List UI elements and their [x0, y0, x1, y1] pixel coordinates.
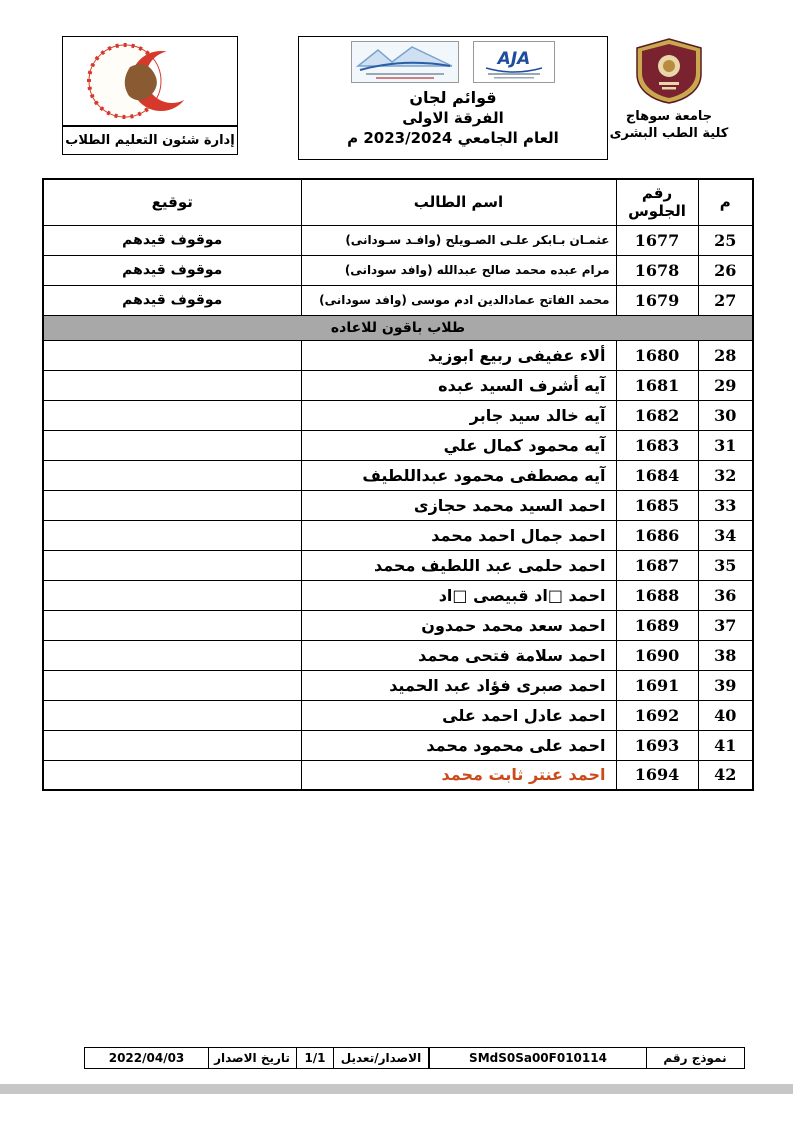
row-signature: [43, 340, 301, 370]
row-index: 40: [698, 700, 753, 730]
row-name: احمد السيد محمد حجازى: [301, 490, 616, 520]
row-seat: 1686: [616, 520, 698, 550]
aja-logo-text: AJA: [497, 49, 531, 69]
student-row: [43, 370, 753, 400]
separator-cell: طلاب باقون للاعاده: [43, 315, 753, 340]
student-row: [43, 730, 753, 760]
form-number-label: نموذج رقم: [645, 1047, 745, 1069]
row-name: احمد حلمى عبد اللطيف محمد: [301, 550, 616, 580]
row-index: 42: [698, 760, 753, 790]
page-edge-divider: [0, 1084, 793, 1094]
col-header-name: اسم الطالب: [301, 179, 616, 225]
row-name: احمد على محمود محمد: [301, 730, 616, 760]
row-seat: 1693: [616, 730, 698, 760]
row-index: 26: [698, 255, 753, 285]
row-name: احمد سعد محمد حمدون: [301, 610, 616, 640]
student-row: [43, 460, 753, 490]
student-row: [43, 285, 753, 315]
row-seat: 1684: [616, 460, 698, 490]
row-name: ألاء عفيفى ربيع ابوزيد: [301, 340, 616, 370]
row-index: 34: [698, 520, 753, 550]
student-row: [43, 760, 753, 790]
row-name: عثمـان بـابكر علـى الصـويلح (وافـد سـودانى): [301, 225, 616, 255]
row-name: محمد الفاتح عمادالدين ادم موسى (وافد سودانى): [301, 285, 616, 315]
doc-title: قوائم لجان: [409, 88, 497, 107]
row-name: آيه مصطفى محمود عبداللطيف: [301, 460, 616, 490]
row-seat: 1683: [616, 430, 698, 460]
row-signature: [43, 760, 301, 790]
row-seat: 1678: [616, 255, 698, 285]
aja-logo: [473, 41, 555, 83]
row-name: مرام عبده محمد صالح عبدالله (وافد سودانى): [301, 255, 616, 285]
doc-grade: الفرقة الاولى: [402, 109, 504, 127]
document-title-block: [298, 36, 608, 160]
row-seat: 1689: [616, 610, 698, 640]
student-row: [43, 520, 753, 550]
row-name: آيه محمود كمال علي: [301, 430, 616, 460]
student-row: [43, 490, 753, 520]
row-index: 27: [698, 285, 753, 315]
row-index: 35: [698, 550, 753, 580]
row-index: 30: [698, 400, 753, 430]
separator-row: [43, 315, 753, 340]
row-index: 29: [698, 370, 753, 400]
row-seat: 1694: [616, 760, 698, 790]
row-seat: 1680: [616, 340, 698, 370]
row-name: احمد سلامة فتحى محمد: [301, 640, 616, 670]
faculty-name: كلية الطب البشرى: [609, 126, 729, 141]
student-row: [43, 255, 753, 285]
row-signature: موقوف قيدهم: [43, 285, 301, 315]
row-seat: 1690: [616, 640, 698, 670]
issue-label: الاصدار/تعديل: [333, 1047, 429, 1069]
row-index: 28: [698, 340, 753, 370]
accreditation-logos-row: [299, 41, 607, 83]
row-signature: [43, 670, 301, 700]
student-row: [43, 430, 753, 460]
student-row: [43, 225, 753, 255]
col-header-signature: توقيع: [43, 179, 301, 225]
accreditation-mountains-icon: [352, 42, 458, 82]
row-seat: 1677: [616, 225, 698, 255]
issue-value: 1/1: [296, 1047, 334, 1069]
row-signature: [43, 550, 301, 580]
row-index: 31: [698, 430, 753, 460]
student-affairs-logo-box: [62, 36, 238, 126]
row-seat: 1691: [616, 670, 698, 700]
form-number-code: SMdS0Sa00F010114: [429, 1047, 647, 1069]
row-seat: 1685: [616, 490, 698, 520]
university-shield-icon: [633, 36, 705, 106]
university-name: جامعة سوهاج: [625, 109, 713, 124]
row-index: 38: [698, 640, 753, 670]
row-index: 37: [698, 610, 753, 640]
issue-date-label: تاريخ الاصدار: [207, 1047, 297, 1069]
row-name: احمد عادل احمد على: [301, 700, 616, 730]
col-header-index: م: [698, 179, 753, 225]
issue-date-value: 2022/04/03: [84, 1047, 209, 1069]
row-signature: [43, 730, 301, 760]
student-row: [43, 340, 753, 370]
table-header-row: [43, 179, 753, 225]
row-seat: 1682: [616, 400, 698, 430]
red-crescent-stamp-icon: [75, 39, 225, 123]
row-seat: 1687: [616, 550, 698, 580]
row-index: 41: [698, 730, 753, 760]
students-tbody: [43, 225, 753, 790]
university-branding: [598, 36, 740, 142]
row-name: آيه خالد سيد جابر: [301, 400, 616, 430]
row-signature: [43, 580, 301, 610]
student-row: [43, 400, 753, 430]
row-name: احمد جمال احمد محمد: [301, 520, 616, 550]
row-name: احمد □اد قبيصى □اد: [301, 580, 616, 610]
student-row: [43, 550, 753, 580]
department-box: إدارة شئون التعليم الطلاب: [62, 126, 238, 155]
row-signature: [43, 610, 301, 640]
row-name: آيه أشرف السيد عبده: [301, 370, 616, 400]
row-index: 36: [698, 580, 753, 610]
row-signature: موقوف قيدهم: [43, 255, 301, 285]
row-signature: [43, 700, 301, 730]
student-row: [43, 610, 753, 640]
row-signature: [43, 370, 301, 400]
row-seat: 1692: [616, 700, 698, 730]
row-seat: 1679: [616, 285, 698, 315]
row-signature: موقوف قيدهم: [43, 225, 301, 255]
row-signature: [43, 640, 301, 670]
row-index: 39: [698, 670, 753, 700]
row-name: احمد عنتر ثابت محمد: [301, 760, 616, 790]
doc-academic-year: العام الجامعي 2023/2024 م: [347, 129, 559, 147]
row-signature: [43, 460, 301, 490]
row-index: 25: [698, 225, 753, 255]
accreditation-logo: [351, 41, 459, 83]
student-row: [43, 700, 753, 730]
row-index: 32: [698, 460, 753, 490]
row-seat: 1681: [616, 370, 698, 400]
row-name: احمد صبرى فؤاد عبد الحميد: [301, 670, 616, 700]
col-header-seat: رقم الجلوس: [616, 179, 698, 225]
row-signature: [43, 520, 301, 550]
row-index: 33: [698, 490, 753, 520]
row-signature: [43, 400, 301, 430]
student-row: [43, 670, 753, 700]
form-footer: [84, 1047, 745, 1069]
row-signature: [43, 430, 301, 460]
row-seat: 1688: [616, 580, 698, 610]
students-table: [42, 178, 754, 791]
student-row: [43, 580, 753, 610]
student-row: [43, 640, 753, 670]
aja-logo-icon: [474, 42, 554, 82]
row-signature: [43, 490, 301, 520]
